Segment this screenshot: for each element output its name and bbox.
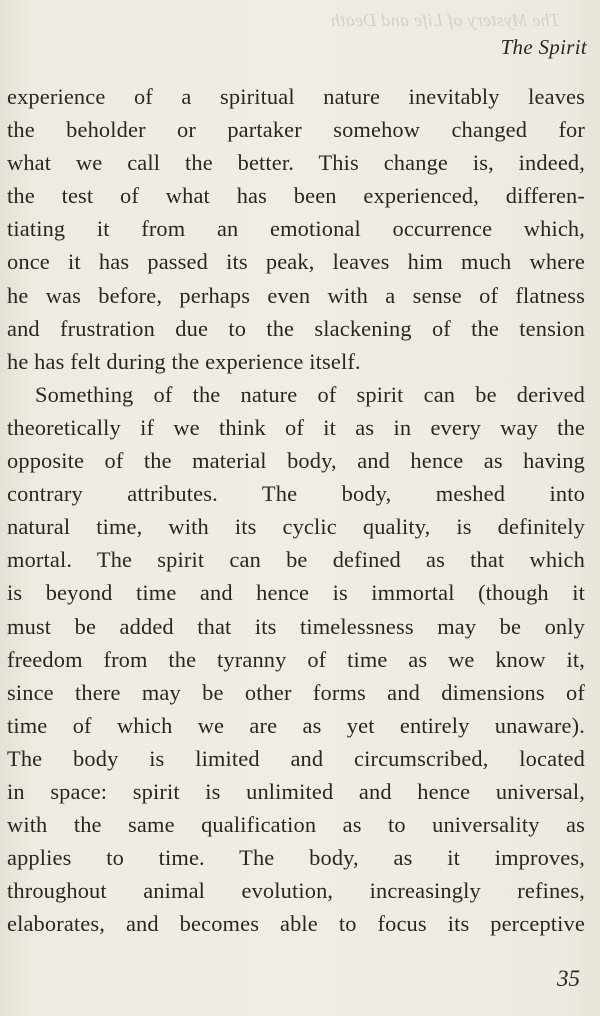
text-line: in space: spirit is unlimited and hence universal, bbox=[7, 778, 585, 804]
text-line: The body is limited and circumscribed, located bbox=[7, 745, 585, 771]
text-line: and frustration due to the slackening of the tension bbox=[7, 315, 585, 341]
text-line: mortal. The spirit can be defined as that which bbox=[7, 547, 585, 573]
text-line: Something of the nature of spirit can be derived bbox=[35, 381, 585, 407]
text-line: throughout animal evolution, increasingly refines, bbox=[7, 878, 585, 904]
bleed-through-text: The Mystery of Life and Death bbox=[330, 10, 560, 30]
text-line: is beyond time and hence is immortal (though it bbox=[7, 580, 585, 606]
text-line: the beholder or partaker somehow changed for bbox=[7, 117, 585, 143]
text-line: experience of a spiritual nature inevitably leaves bbox=[7, 84, 585, 109]
text-line: once it has passed its peak, leaves him much where bbox=[7, 249, 585, 275]
text-line: time of which we are as yet entirely unaware). bbox=[7, 712, 585, 738]
page-number: 35 bbox=[557, 966, 580, 991]
text-line: natural time, with its cyclic quality, is definitely bbox=[7, 514, 585, 540]
text-line: elaborates, and becomes able to focus its perceptive bbox=[7, 911, 585, 937]
text-line: opposite of the material body, and hence as having bbox=[7, 448, 585, 474]
text-line: since there may be other forms and dimensions of bbox=[7, 679, 585, 705]
text-line: must be added that its timelessness may be only bbox=[7, 613, 585, 639]
paragraph-1 bbox=[7, 80, 585, 378]
text-line: the test of what has been experienced, differen- bbox=[7, 183, 585, 209]
body-text bbox=[7, 80, 585, 940]
text-line: what we call the better. This change is, indeed, bbox=[7, 150, 585, 176]
text-line: tiating it from an emotional occurrence which, bbox=[7, 216, 585, 242]
running-head: The Spirit bbox=[500, 35, 587, 59]
text-line: he was before, perhaps even with a sense of flatness bbox=[7, 282, 585, 308]
text-line: theoretically if we think of it as in every way the bbox=[7, 414, 585, 440]
text-line: contrary attributes. The body, meshed into bbox=[7, 481, 585, 507]
text-line: with the same qualification as to universality as bbox=[7, 812, 585, 838]
text-line: freedom from the tyranny of time as we know it, bbox=[7, 646, 585, 672]
text-line: he has felt during the experience itself. bbox=[7, 348, 361, 374]
text-line: applies to time. The body, as it improves, bbox=[7, 845, 585, 871]
paragraph-2 bbox=[7, 378, 585, 941]
